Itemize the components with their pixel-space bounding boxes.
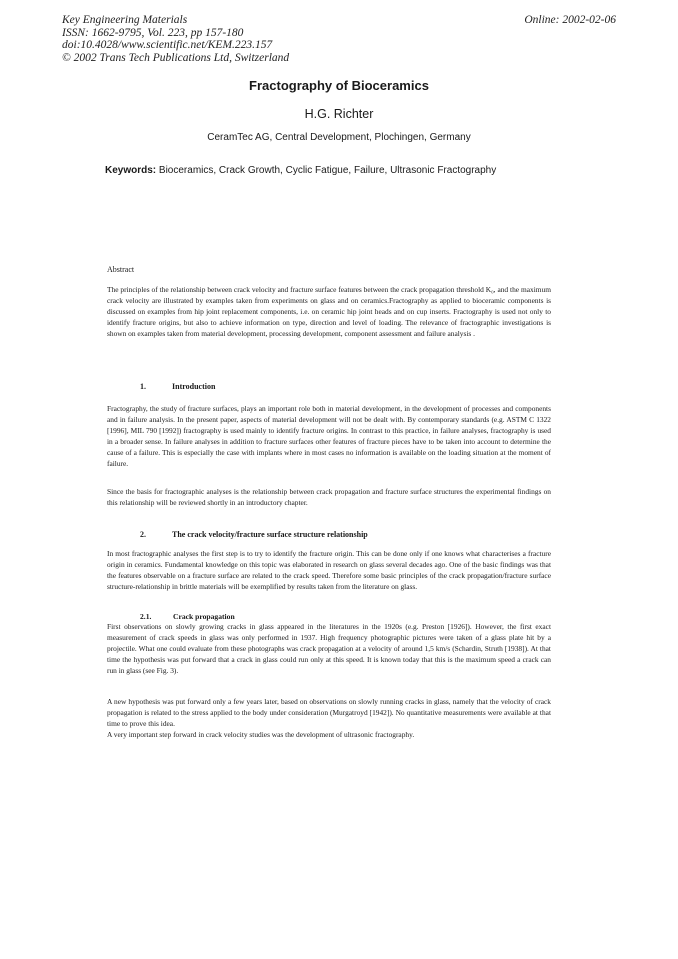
online-date: Online: 2002-02-06	[524, 14, 616, 26]
section-heading-introduction	[140, 382, 215, 391]
keywords-value: Bioceramics, Crack Growth, Cyclic Fatigue, Failure, Ultrasonic Fractography	[158, 165, 497, 176]
subsection-title: Crack propagation	[173, 612, 235, 621]
abstract-text: The principles of the relationship between crack velocity and fracture surface features between the crack propagation threshold K₀, and the maximum crack velocity are illustrated by examples taken from experiments on glass and on ceramics.Fractography as applied to bioceramic components is discussed on examples from hip joint replacement components, i.e. on ceramic hip joint heads and on cup inserts. Fractography is used not only to identify fracture origins, but also to achieve information on type, direction and level of loading. The relevance of fractographic investigations is shown on examples taken from material development, processing development, component assessment and failure analysis .	[107, 285, 551, 338]
abstract-label: Abstract	[107, 265, 135, 274]
section-number: 1.	[140, 382, 146, 391]
subsection-heading-crack-propagation	[140, 612, 235, 621]
section-title: Introduction	[172, 382, 216, 391]
paper-title: Fractography of Bioceramics	[249, 78, 429, 93]
journal-copyright: © 2002 Trans Tech Publications Ltd, Switzerland	[62, 51, 290, 64]
subsection-number: 2.1.	[140, 612, 152, 621]
intro-paragraph-1: Fractography, the study of fracture surfaces, plays an important role both in material development, in the development of processes and components and in failure analysis. In the present paper, aspects of material development will not be dealt with. By contemporary standards (e.g. ASTM C 1322 [1996], MIL 790 [1992]) fractography is used mainly to identify fracture origins. In contrast to this practice, in failure analyses, fractography is used in a broader sense. In failure analyses in addition to fracture surfaces other features of fracture pieces have to be taken into account to determine the cause of a failure. This is especially the case with implants where in most cases no information is available on the loading situation at the moment of failure.	[107, 404, 551, 468]
section-title: The crack velocity/fracture surface structure relationship	[172, 530, 368, 539]
journal-name: Key Engineering Materials	[62, 14, 188, 26]
section-number: 2.	[140, 530, 146, 539]
propagation-paragraph-2: A new hypothesis was put forward only a few years later, based on observations on slowly running cracks in glass, namely that the velocity of crack propagation is related to the stress applied to the body under consideration (Murgatroyd [1942]). No quantitative measurements were available at that time to prove this idea.	[107, 697, 551, 728]
intro-paragraph-2: Since the basis for fractographic analyses is the relationship between crack propagation and fracture surface structures the experimental findings on this relationship will be reviewed shortly in an introductory chapter.	[107, 487, 551, 507]
crack-paragraph-1: In most fractographic analyses the first step is to try to identify the fracture origin. This can be done only if one knows what characterises a fracture origin in ceramics. Fundamental knowledge on this topic was elaborated in research on glass several decades ago. One of the basic findings was that the features observable on a fracture surface are related to the crack speed. Therefore some basic principles of the crack propagation/fracture surface structure-relationship in brittle materials will be exemplified by results taken from the literature on glass.	[107, 549, 551, 591]
keywords-label: Keywords:	[105, 165, 157, 176]
propagation-paragraph-1: First observations on slowly growing cracks in glass appeared in the literatures in the 1920s (e.g. Preston [1926]). However, the first exact measurement of crack speeds in glass was only performed in 1937. High frequency photographic pictures were taken of a glass plate hit by a projectile. What one could evaluate from these photographs was crack propagation at a velocity of around 1,5 km/s (Schardin, Struth [1938]). At that time the hypothesis was put forward that a crack in glass could run only at this speed. It is known today that this is the maximum speed a crack can run in glass (see Fig. 3).	[107, 622, 551, 675]
paper-author: H.G. Richter	[304, 107, 374, 121]
paper-affiliation: CeramTec AG, Central Development, Plochingen, Germany	[207, 132, 471, 143]
propagation-paragraph-3: A very important step forward in crack velocity studies was the development of ultrasonic fractography.	[107, 730, 415, 739]
journal-header	[62, 14, 289, 64]
keywords	[105, 165, 496, 176]
journal-issn: ISSN: 1662-9795, Vol. 223, pp 157-180	[62, 26, 244, 39]
journal-doi: doi:10.4028/www.scientific.net/KEM.223.157	[62, 39, 273, 51]
section-heading-crack-velocity	[140, 530, 368, 539]
